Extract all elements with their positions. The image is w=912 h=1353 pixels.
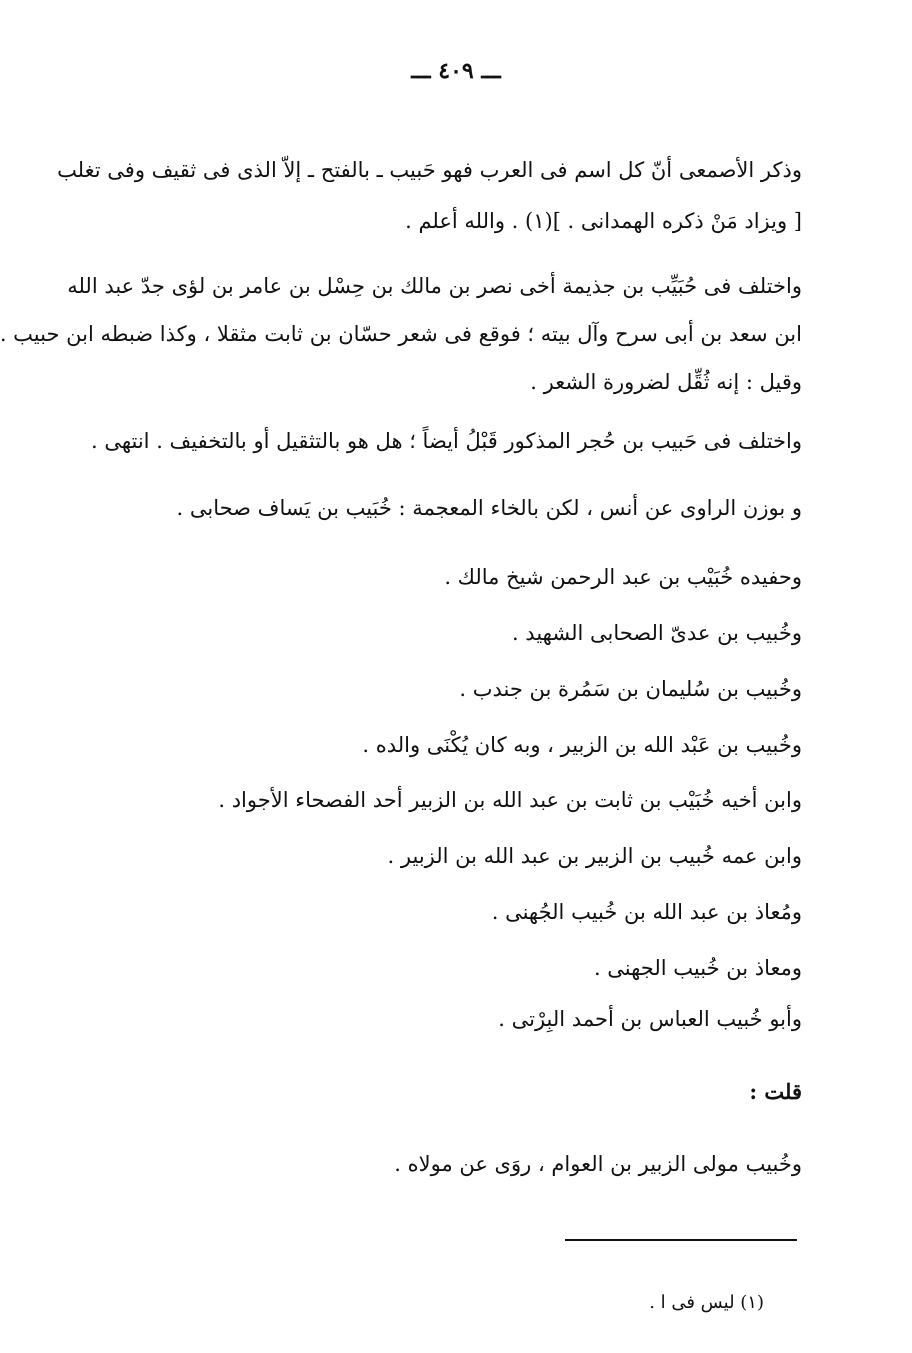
text-line-16: وأبو خُبيب العباس بن أحمد البِرْتى . <box>498 1007 802 1031</box>
text-line-13: وابن عمه خُبيب بن الزبير بن عبد الله بن الزبير . <box>387 844 802 868</box>
text-line-6: واختلف فى حَبيب بن حُجر المذكور قَبْلُ أيضاً ؛ هل هو بالتثقيل أو بالتخفيف . انتهى . <box>90 429 802 453</box>
footnote-divider <box>565 1239 797 1241</box>
text-line-2: [ ويزاد مَنْ ذكره الهمدانى . ](١) . والله أعلم . <box>405 209 802 233</box>
text-line-11: وخُبيب بن عَبْد الله بن الزبير ، وبه كان يُكْنَى والده . <box>362 733 802 757</box>
text-line-14: ومُعاذ بن عبد الله بن خُبيب الجُهنى . <box>491 900 802 924</box>
text-line-4: ابن سعد بن أبى سرح وآل بيته ؛ فوقع فى شعر حسّان بن ثابت مثقلا ، وكذا ضبطه ابن حبيب . <box>0 322 802 346</box>
page-number: ـــ ٤٠٩ ـــ <box>411 58 501 84</box>
text-line-9: وخُبيب بن عدىّ الصحابى الشهيد . <box>511 621 802 645</box>
section-heading: قلت : <box>749 1079 802 1104</box>
text-line-3: واختلف فى حُبَيِّب بن جذيمة أخى نصر بن مالك بن حِسْل بن عامر بن لؤى جدّ عبد الله <box>67 274 802 298</box>
text-line-18: وخُبيب مولى الزبير بن العوام ، روَى عن مولاه . <box>394 1152 802 1176</box>
text-line-15: ومعاذ بن خُبيب الجهنى . <box>593 956 802 980</box>
text-line-8: وحفيده خُبَيْب بن عبد الرحمن شيخ مالك . <box>444 565 802 589</box>
text-line-10: وخُبيب بن سُليمان بن سَمُرة بن جندب . <box>459 677 802 701</box>
text-line-1: وذكر الأصمعى أنّ كل اسم فى العرب فهو حَبيب ـ بالفتح ـ إلاّ الذى فى ثقيف وفى تغلب <box>57 158 802 182</box>
text-line-7: و بوزن الراوى عن أنس ، لكن بالخاء المعجمة : خُبَيب بن يَساف صحابى . <box>176 496 802 520</box>
text-line-5: وقيل : إنه ثُقِّل لضرورة الشعر . <box>530 370 802 394</box>
footnote: (١) ليس فى ا . <box>649 1292 764 1313</box>
text-line-12: وابن أخيه خُبَيْب بن ثابت بن عبد الله بن الزبير أحد الفصحاء الأجواد . <box>218 788 802 812</box>
